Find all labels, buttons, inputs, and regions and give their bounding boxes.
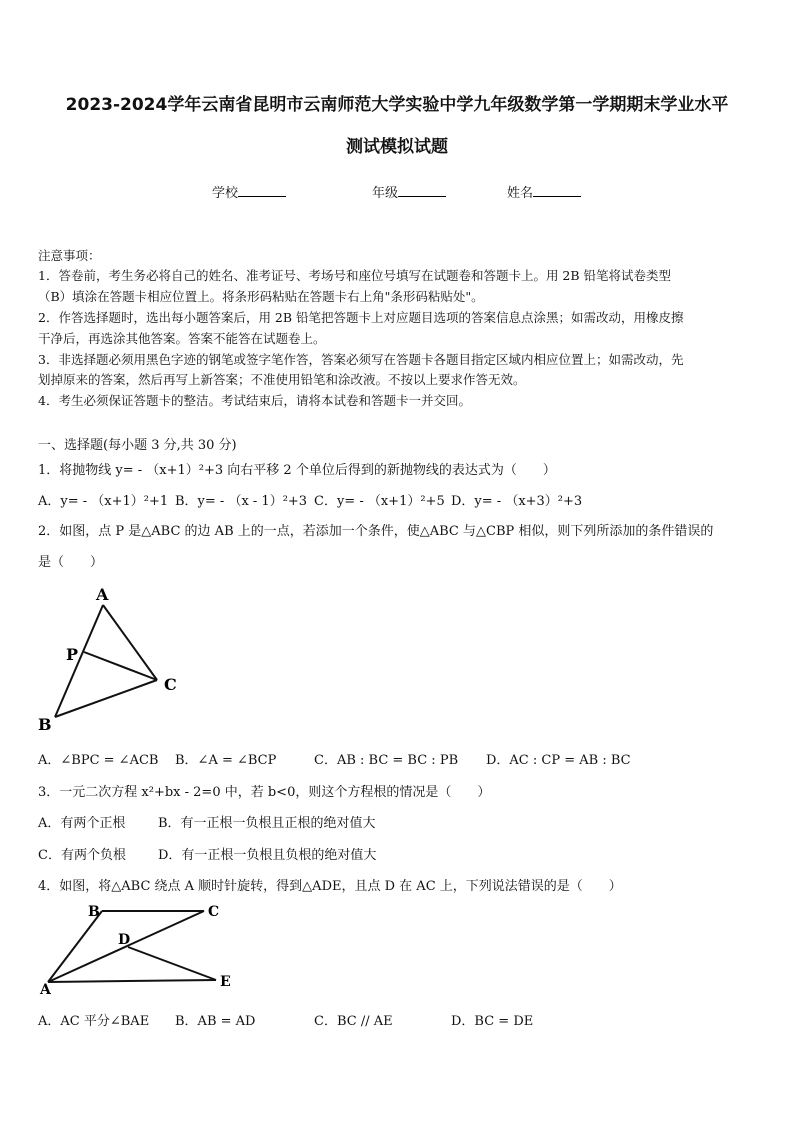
q2-option-b[interactable]: B．∠A = ∠BCP [175,753,277,768]
q2-option-d[interactable]: D．AC : CP = AB : BC [486,753,631,768]
q3-option-c[interactable]: C．有两个负根 [38,848,126,863]
question-4-stem: 4．如图，将△ABC 绕点 A 顺时针旋转，得到△ADE，且点 D 在 AC 上，下列说法错误的是（ ） [38,879,622,894]
name-field[interactable] [507,182,581,201]
question-1-stem: 1．将抛物线 y= - （x+1）²+3 向右平移 2 个单位后得到的新抛物线的表达式为（ ） [38,463,556,478]
page-title: 2023-2024学年云南省昆明市云南师范大学实验中学九年级数学第一学期期末学业水平 [65,95,729,115]
page-title-line2: 测试模拟试题 [346,137,448,157]
notice-heading: 注意事项： [38,248,101,263]
notice-line: 1．答卷前，考生务必将自己的姓名、准考证号、考场号和座位号填写在试题卷和答题卡上。用 2B 铅笔将试卷类型 [38,268,672,283]
label-e: E [220,974,231,990]
q4-option-a[interactable]: A．AC 平分∠BAE [38,1014,150,1029]
q2-option-c[interactable]: C．AB : BC = BC : PB [314,753,459,768]
question-2-stem: 2．如图，点 P 是△ABC 的边 AB 上的一点，若添加一个条件，使△ABC 与△CBP 相似，则下列所添加的条件错误的 [38,524,714,539]
grade-blank[interactable] [398,184,446,197]
label-b: B [38,715,52,734]
label-p: P [66,645,79,664]
label-a: A [40,982,51,998]
notice-line: （B）填涂在答题卡相应位置上。将条形码粘贴在答题卡右上角"条形码粘贴处"。 [38,289,484,304]
school-blank[interactable] [238,184,286,197]
notice-line: 划掉原来的答案，然后再写上新答案；不准使用铅笔和涂改液。不按以上要求作答无效。 [38,372,526,387]
school-field[interactable] [212,182,286,201]
question-3-stem: 3．一元二次方程 x²+bx - 2=0 中，若 b<0，则这个方程根的情况是（ ） [38,785,491,800]
notice-line: 3．非选择题必须用黑色字迹的钢笔或签字笔作答，答案必须写在答题卡各题目指定区域内相应位置上；如需改动，先 [38,352,684,367]
label-b: B [88,904,100,920]
q1-option-a[interactable]: A．y= - （x+1）²+1 [38,494,169,509]
section-heading: 一、选择题(每小题 3 分,共 30 分) [38,438,237,453]
name-label: 姓名 [507,186,534,201]
label-d: D [118,932,131,948]
notice-line: 2．作答选择题时，选出每小题答案后，用 2B 铅笔把答题卡上对应题目选项的答案信息点涂黑；如需改动，用橡皮擦 [38,310,684,325]
school-label: 学校 [212,186,239,201]
rotation-lines [48,911,216,982]
q1-option-c[interactable]: C．y= - （x+1）²+5 [314,494,445,509]
grade-field[interactable] [372,182,446,201]
rotation-figure [36,898,246,998]
notice-line: 4．考生必须保证答题卡的整洁。考试结束后，请将本试卷和答题卡一并交回。 [38,393,471,408]
q1-option-b[interactable]: B．y= - （x - 1）²+3 [175,494,308,509]
triangle-abc-figure [30,580,200,740]
label-a: A [96,585,109,604]
label-c: C [208,904,220,920]
q3-option-d[interactable]: D．有一正根一负根且负根的绝对值大 [158,848,377,863]
q2-option-a[interactable]: A．∠BPC = ∠ACB [38,753,159,768]
grade-label: 年级 [372,186,399,201]
name-blank[interactable] [533,184,581,197]
q4-option-b[interactable]: B．AB = AD [175,1014,256,1029]
label-c: C [164,675,177,694]
question-2-stem-line2: 是（ ） [38,555,104,570]
q3-option-a[interactable]: A．有两个正根 [38,816,126,831]
q4-option-c[interactable]: C．BC // AE [314,1014,393,1029]
notice-line: 干净后，再选涂其他答案。答案不能答在试题卷上。 [38,331,326,346]
q4-option-d[interactable]: D．BC = DE [451,1014,534,1029]
q1-option-d[interactable]: D．y= - （x+3）²+3 [451,494,583,509]
q3-option-b[interactable]: B．有一正根一负根且正根的绝对值大 [158,816,376,831]
